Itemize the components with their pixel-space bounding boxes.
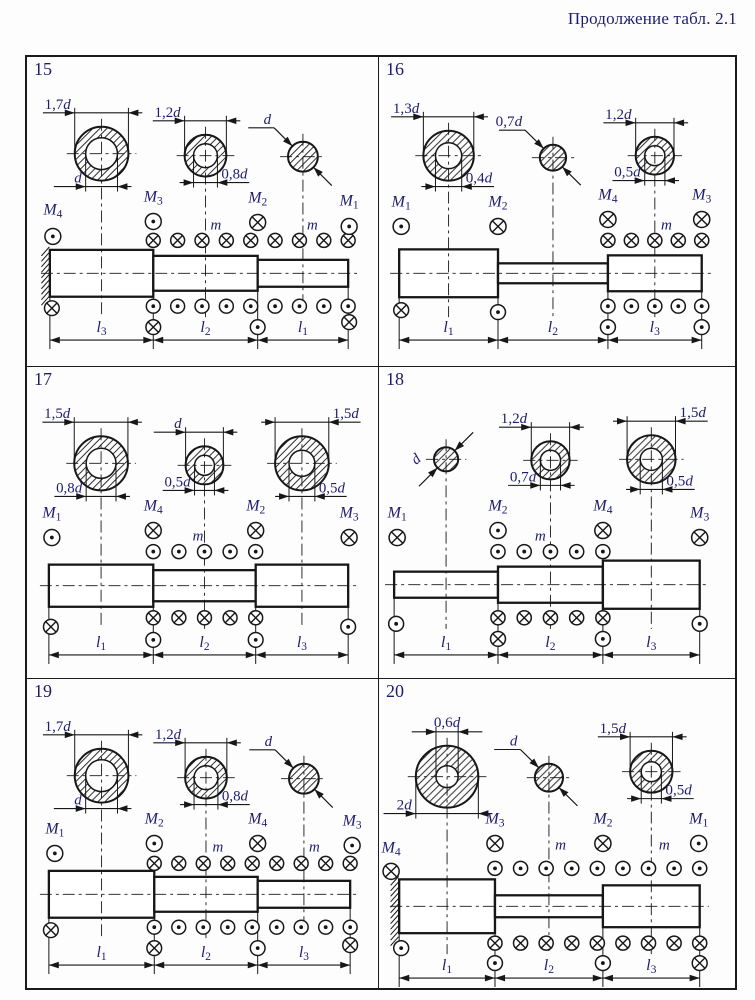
svg-text:0,8d: 0,8d — [221, 788, 248, 805]
svg-text:l3: l3 — [649, 319, 660, 339]
variant-18-diagram — [379, 367, 735, 678]
svg-text:0,4d: 0,4d — [465, 170, 493, 187]
svg-text:m: m — [308, 839, 320, 856]
svg-text:M3: M3 — [342, 812, 362, 832]
stepped-shaft — [385, 561, 709, 609]
variant-number: 15 — [34, 59, 52, 79]
svg-text:m: m — [210, 217, 222, 234]
variant-cell-15 — [27, 57, 379, 367]
svg-text:M3: M3 — [690, 504, 710, 524]
svg-text:1,2d: 1,2d — [500, 411, 528, 428]
svg-text:0,5d: 0,5d — [318, 480, 345, 497]
length-dimensions — [50, 319, 348, 343]
svg-text:0,5d: 0,5d — [665, 782, 692, 799]
svg-text:M3: M3 — [692, 186, 712, 206]
svg-text:0,7d: 0,7d — [509, 469, 537, 486]
stepped-shaft — [40, 871, 359, 918]
svg-text:m: m — [192, 528, 204, 545]
length-dimensions — [399, 319, 702, 343]
svg-text:1,7d: 1,7d — [44, 96, 71, 113]
variant-16-diagram — [379, 57, 735, 366]
variant-cell-18 — [379, 367, 735, 679]
svg-text:l3: l3 — [646, 957, 657, 977]
length-dimensions — [399, 957, 700, 981]
svg-text:1,5d: 1,5d — [679, 405, 707, 422]
variant-number: 17 — [34, 369, 52, 389]
variant-cell-16 — [379, 57, 735, 367]
svg-text:l1: l1 — [96, 633, 107, 653]
svg-text:M2: M2 — [144, 810, 164, 830]
svg-text:1,7d: 1,7d — [44, 718, 71, 735]
svg-text:0,5d: 0,5d — [666, 473, 693, 490]
svg-text:M4: M4 — [381, 839, 401, 859]
moment-labels — [387, 497, 710, 545]
variant-17-diagram — [27, 367, 378, 678]
moment-labels — [391, 187, 712, 235]
svg-text:0,6d: 0,6d — [433, 714, 461, 731]
svg-text:M1: M1 — [339, 192, 359, 212]
svg-text:M2: M2 — [488, 193, 508, 213]
variant-15-diagram — [27, 57, 378, 366]
variant-number: 20 — [386, 681, 404, 701]
svg-text:d: d — [74, 792, 82, 809]
svg-text:M1: M1 — [391, 193, 411, 213]
svg-text:d: d — [74, 170, 82, 187]
length-dimensions — [394, 634, 700, 658]
moment-labels — [41, 497, 359, 545]
variant-cell-20 — [379, 679, 735, 988]
svg-text:1,3d: 1,3d — [392, 100, 420, 117]
svg-text:l2: l2 — [547, 319, 559, 339]
svg-text:0,5d: 0,5d — [164, 474, 191, 491]
svg-text:l3: l3 — [298, 944, 309, 964]
variant-number: 18 — [386, 369, 404, 389]
svg-text:M2: M2 — [248, 189, 268, 209]
svg-text:1,5d: 1,5d — [332, 406, 359, 423]
variant-20-diagram — [379, 679, 735, 988]
svg-text:1,5d: 1,5d — [599, 720, 627, 737]
svg-text:l1: l1 — [443, 319, 454, 339]
svg-text:M1: M1 — [42, 504, 62, 524]
svg-text:M3: M3 — [339, 504, 359, 524]
variant-cell-17 — [27, 367, 379, 679]
svg-text:m: m — [306, 217, 318, 234]
variants-table — [25, 55, 737, 990]
moment-labels — [44, 811, 362, 862]
svg-text:l2: l2 — [543, 957, 555, 977]
svg-text:l3: l3 — [646, 633, 657, 653]
variant-19-diagram — [27, 679, 378, 988]
variant-cell-19 — [27, 679, 379, 988]
svg-text:0,8d: 0,8d — [221, 166, 248, 183]
svg-text:l3: l3 — [96, 319, 107, 339]
svg-text:0,5d: 0,5d — [614, 164, 641, 181]
svg-text:2d: 2d — [396, 797, 412, 814]
svg-text:m: m — [212, 839, 224, 856]
table-continuation-title: Продолжение табл. 2.1 — [567, 9, 737, 28]
svg-text:M3: M3 — [143, 188, 163, 208]
variant-number: 19 — [34, 681, 52, 701]
svg-text:M4: M4 — [143, 497, 163, 517]
svg-text:m: m — [660, 217, 672, 234]
svg-text:M4: M4 — [248, 810, 268, 830]
svg-text:d: d — [509, 733, 518, 750]
svg-text:M2: M2 — [593, 810, 613, 830]
svg-text:d: d — [263, 111, 272, 128]
fixed-support-hatching — [391, 876, 399, 945]
svg-text:M1: M1 — [689, 810, 709, 830]
svg-text:0,7d: 0,7d — [495, 114, 523, 131]
svg-text:m: m — [555, 837, 566, 854]
svg-text:M4: M4 — [598, 186, 618, 206]
svg-text:m: m — [534, 528, 546, 545]
svg-text:l1: l1 — [96, 944, 107, 964]
svg-text:l2: l2 — [200, 319, 211, 339]
svg-text:0,8d: 0,8d — [56, 480, 83, 497]
svg-text:l2: l2 — [199, 633, 210, 653]
stepped-shaft — [41, 250, 357, 297]
svg-text:M1: M1 — [45, 820, 65, 840]
stepped-shaft — [40, 565, 357, 607]
svg-text:M4: M4 — [593, 497, 613, 517]
svg-text:d: d — [174, 416, 182, 433]
length-dimensions — [49, 944, 350, 968]
svg-text:m: m — [658, 837, 670, 854]
svg-text:1,5d: 1,5d — [44, 406, 71, 423]
svg-text:M1: M1 — [387, 504, 407, 524]
svg-text:d: d — [264, 733, 273, 750]
svg-text:M4: M4 — [43, 201, 63, 221]
length-dimensions — [49, 634, 348, 658]
svg-text:1,2d: 1,2d — [605, 106, 632, 123]
svg-text:l1: l1 — [440, 633, 452, 653]
svg-text:l2: l2 — [200, 944, 212, 964]
fixed-support-hatching — [41, 247, 49, 305]
stepped-shaft — [390, 879, 709, 933]
svg-text:l3: l3 — [296, 633, 308, 653]
svg-text:M3: M3 — [485, 810, 505, 830]
stepped-shaft — [390, 249, 711, 297]
svg-text:1,2d: 1,2d — [154, 104, 181, 121]
svg-text:l1: l1 — [297, 319, 308, 339]
svg-text:l1: l1 — [441, 957, 453, 977]
svg-text:d: d — [408, 451, 425, 469]
svg-text:l2: l2 — [545, 633, 556, 653]
variant-number: 16 — [386, 59, 404, 79]
svg-text:M2: M2 — [488, 497, 508, 517]
svg-text:1,2d: 1,2d — [155, 726, 182, 743]
svg-text:M2: M2 — [246, 497, 266, 517]
